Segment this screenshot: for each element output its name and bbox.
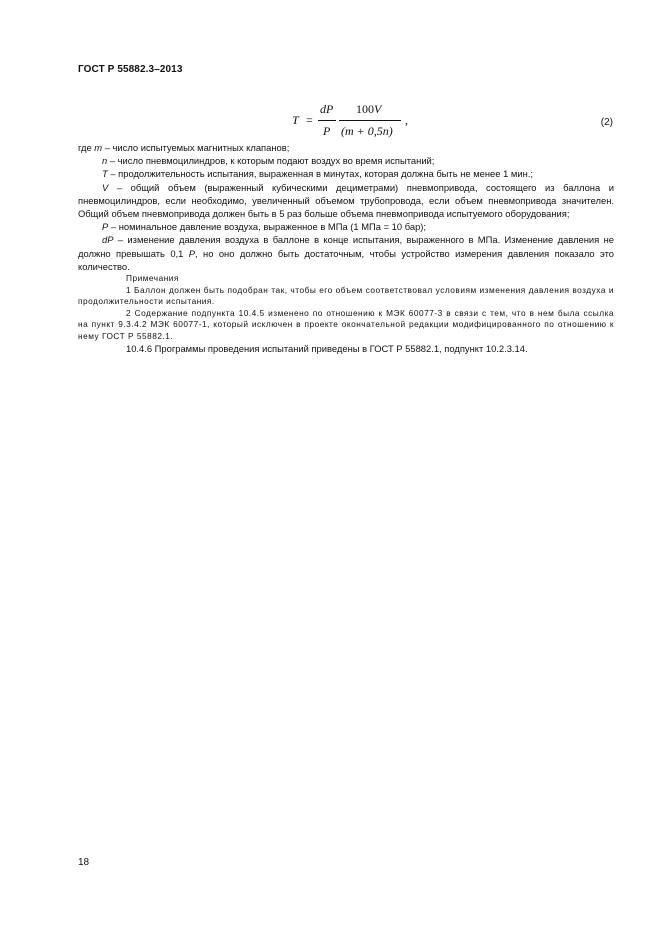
definition-V: V – общий объем (выраженный кубическими дециметрами) пневмопривода, состоящего из баллона и пневмоцилиндров, если необходимо, увеличенный объемом трубопровода, если объем пневмопривода значителен. Общий объем пневмопривода должен быть в 5 раз больше объема пневмопривода испытуемого оборудования; bbox=[78, 181, 614, 220]
note-item-2: 2 Содержание подпункта 10.4.5 изменено по отношению к МЭК 60077-3 в связи с тем, что в нем была ссылка на пункт 9.3.4.2 МЭК 60077-1, который исключен в проекте окончательной редакции модифицированного по отношению к нему ГОСТ Р 55882.1. bbox=[78, 307, 614, 341]
page-number: 18 bbox=[78, 857, 90, 868]
definition-symbol: n bbox=[102, 155, 108, 167]
formula-2 bbox=[292, 101, 422, 143]
definition-symbol: V bbox=[102, 181, 109, 193]
formula-volume-var: V bbox=[374, 102, 382, 116]
document-header: ГОСТ Р 55882.3–2013 bbox=[78, 64, 183, 75]
note-item-1: 1 Баллон должен быть подобран так, чтобы его объем соответствовал условиям изменения давления воздуха и продолжительности испытания. bbox=[78, 284, 614, 307]
formula-lhs: T bbox=[292, 113, 299, 127]
definition-dP: dP – изменение давления воздуха в баллоне в конце испытания, выраженного в МПа. Изменение давления не должно превышать 0,1 P, но оно должно быть достаточным, чтобы устройство измерения давления показало это количество. bbox=[78, 234, 614, 272]
body-text bbox=[78, 141, 614, 355]
definition-m: где m – число испытуемых магнитных клапанов; bbox=[78, 142, 290, 153]
formula-fraction2-denominator: (m + 0,5n) bbox=[341, 124, 393, 138]
definition-symbol: P bbox=[102, 221, 109, 233]
formula-fraction1-bar bbox=[318, 120, 336, 121]
formula-fraction1-numerator: dP bbox=[320, 102, 334, 116]
formula-fraction2-numerator bbox=[356, 102, 381, 117]
definition-symbol: m bbox=[94, 142, 103, 153]
formula-fraction1-denominator: P bbox=[323, 124, 331, 138]
definition-n: n – число пневмоцилиндров, к которым подают воздух во время испытаний; bbox=[102, 155, 435, 167]
formula-equals: = bbox=[306, 113, 313, 127]
definition-symbol: T bbox=[102, 168, 108, 180]
formula-coef: 100 bbox=[356, 102, 374, 116]
definition-symbol: dP bbox=[102, 234, 114, 246]
formula-fraction2-bar bbox=[339, 120, 401, 121]
formula-comma: , bbox=[405, 113, 408, 127]
definition-T: T – продолжительность испытания, выраженная в минутах, которая должна быть не менее 1 мин.; bbox=[102, 168, 533, 180]
inline-symbol-P: P bbox=[188, 247, 196, 259]
notes-title: Примечания bbox=[126, 273, 179, 284]
subclause-10-4-6: 10.4.6 Программы проведения испытаний приведены в ГОСТ Р 55882.1, подпункт 10.2.3.14. bbox=[126, 343, 528, 355]
equation-number: (2) bbox=[600, 117, 613, 128]
definition-P: P – номинальное давление воздуха, выраженное в МПа (1 МПа = 10 бар); bbox=[102, 221, 427, 233]
